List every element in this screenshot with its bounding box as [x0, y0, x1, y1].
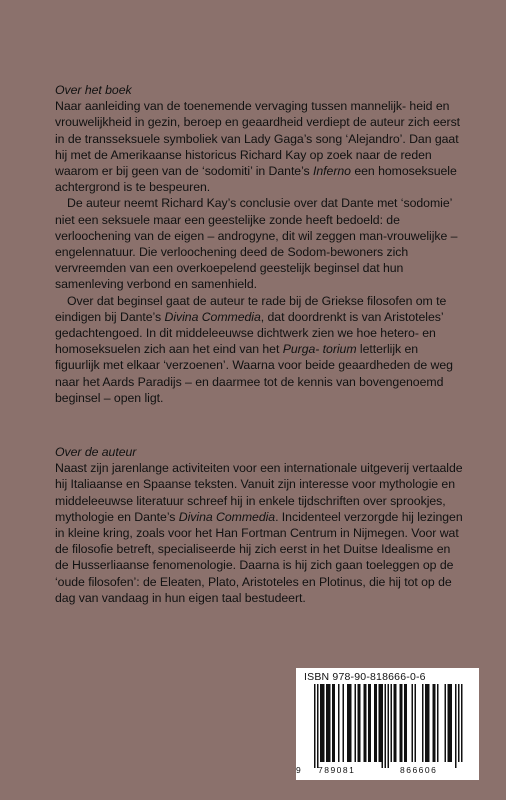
barcode-bar	[401, 684, 403, 762]
barcode-bar	[455, 684, 457, 768]
barcode-bar	[364, 684, 366, 762]
barcode-bar	[368, 684, 370, 762]
barcode-bar	[349, 684, 351, 762]
isbn-barcode	[296, 668, 479, 780]
barcode-bar	[404, 684, 406, 762]
barcode-bar	[376, 684, 378, 762]
barcode-bar	[314, 684, 316, 768]
barcode-bar	[394, 684, 396, 762]
barcode-bar	[334, 684, 336, 762]
barcode-bar	[391, 684, 393, 762]
about-book-heading: Over het boek	[55, 83, 132, 97]
barcode-bar	[350, 684, 352, 762]
barcode-bar	[458, 684, 460, 762]
barcode-bar	[388, 684, 390, 768]
barcode-bar	[332, 684, 334, 762]
barcode-digits-left: 789081	[318, 765, 356, 775]
barcode-bar	[451, 684, 453, 762]
barcode-bar	[425, 684, 427, 762]
barcode-bar	[326, 684, 328, 762]
barcode-bar	[338, 684, 340, 762]
about-author-paragraph: Naast zijn jarenlange activiteiten voor een internationale uitgeverij vertaalde hij Italiaanse en Spaanse teksten. Vanuit zijn interesse voor mythologie en middeleeuwse literatuur schreef hij in enkele tijdschriften over sprookjes, mythologie en Dante’s Divina Commedia. Incidenteel verzorgde hij lezingen in kleine kring, zoals voor het Han Fortman Centrum in Nijmegen. Voor wat de filosofie betreft, specialiseerde hij zich eerst in het Duitse Idealisme en de Husserliaanse fenomenologie. Daarna is hij zich gaan toeleggen op de ‘oude filosofen’: de Eleaten, Plato, Aristoteles en Plotinus, die hij tot op de dag van vandaag in hun eigen taal bestudeert.	[55, 461, 463, 605]
about-author-heading: Over de auteur	[55, 445, 137, 459]
barcode-bar	[370, 684, 372, 762]
barcode-bar	[461, 684, 463, 762]
barcode-bar	[412, 684, 414, 762]
barcode-bar	[449, 684, 451, 762]
barcode-bar	[323, 684, 325, 762]
barcode-bar	[427, 684, 429, 762]
about-book-paragraph-1: Naar aanleiding van de toenemende vervaging tussen mannelijk- heid en vrouwelijkheid in gezin, beroep en geaardheid verdiept de auteur zich eerst in de transseksuele symboliek van Lady Gaga’s song ‘Alejandro’. Dan gaat hij met de Amerikaanse historicus Richard Kay op zoek naar de reden waarom er bij geen van de ‘sodomiti’ in Dante’s Inferno een homoseksuele achtergrond is te bespeuren.	[55, 99, 461, 195]
barcode-bar	[320, 684, 322, 762]
barcode-bar	[359, 684, 361, 762]
barcode-bar	[355, 684, 357, 762]
barcode-digit-first: 9	[296, 765, 301, 775]
barcode-bar	[365, 684, 367, 762]
barcode-bar	[347, 684, 349, 762]
barcode-bar	[406, 684, 408, 762]
barcode-bar	[380, 684, 382, 762]
barcode-bars	[302, 684, 473, 768]
barcode-bar	[437, 684, 439, 762]
barcode-bar	[385, 684, 387, 768]
about-author-section	[55, 444, 465, 606]
about-book-paragraph-3: Over dat beginsel gaat de auteur te rade bij de Griekse filosofen om te eindigen bij Dante’s Divina Commedia, dat doordrenkt is van Aristoteles’ gedachtengoed. In dit middeleeuwse dichtwerk zien we hoe hetero- en homoseksuelen zich aan het eind van het Purga- torium letterlijk en figuurlijk met elkaar ‘verzoenen’. Waarna voor beide geaardheden de weg naar het Aards Paradijs – en daarmee tot de kennis van bovengenoemd beginsel – open ligt.	[55, 293, 453, 405]
barcode-bar	[328, 684, 330, 762]
barcode-bar	[428, 684, 430, 762]
barcode-bar	[400, 684, 402, 762]
about-book-paragraph-2: De auteur neemt Richard Kay’s conclusie over dat Dante met ‘sodomie’ niet een seksuele maar een geestelijke zonde heeft bedoeld: de verloochening van de eigen – androgyne, dit wil zeggen man-vrouwelijke – engelennatuur. Die verloochening deed de Sodom-bewoners zich vervreemden van een overkoepelend geestelijk beginsel dat hun samenleving verbond en samenhield.	[55, 196, 458, 292]
isbn-number: ISBN 978-90-818666-0-6	[304, 671, 426, 683]
barcode-bar	[379, 684, 381, 762]
barcode-bar	[329, 684, 331, 762]
barcode-digits	[296, 765, 479, 777]
about-book-section	[55, 82, 465, 406]
barcode-bar	[343, 684, 345, 762]
barcode-bar	[415, 684, 417, 762]
barcode-bar	[448, 684, 450, 762]
barcode-bar	[395, 684, 397, 762]
barcode-bar	[422, 684, 424, 762]
barcode-bar	[445, 684, 447, 762]
barcode-bar	[382, 684, 384, 768]
barcode-digits-right: 866606	[400, 765, 438, 775]
barcode-bar	[322, 684, 324, 762]
barcode-bar	[358, 684, 360, 762]
barcode-bar	[317, 684, 319, 768]
barcode-bar	[374, 684, 376, 762]
barcode-bar	[433, 684, 435, 762]
barcode-bar	[434, 684, 436, 762]
